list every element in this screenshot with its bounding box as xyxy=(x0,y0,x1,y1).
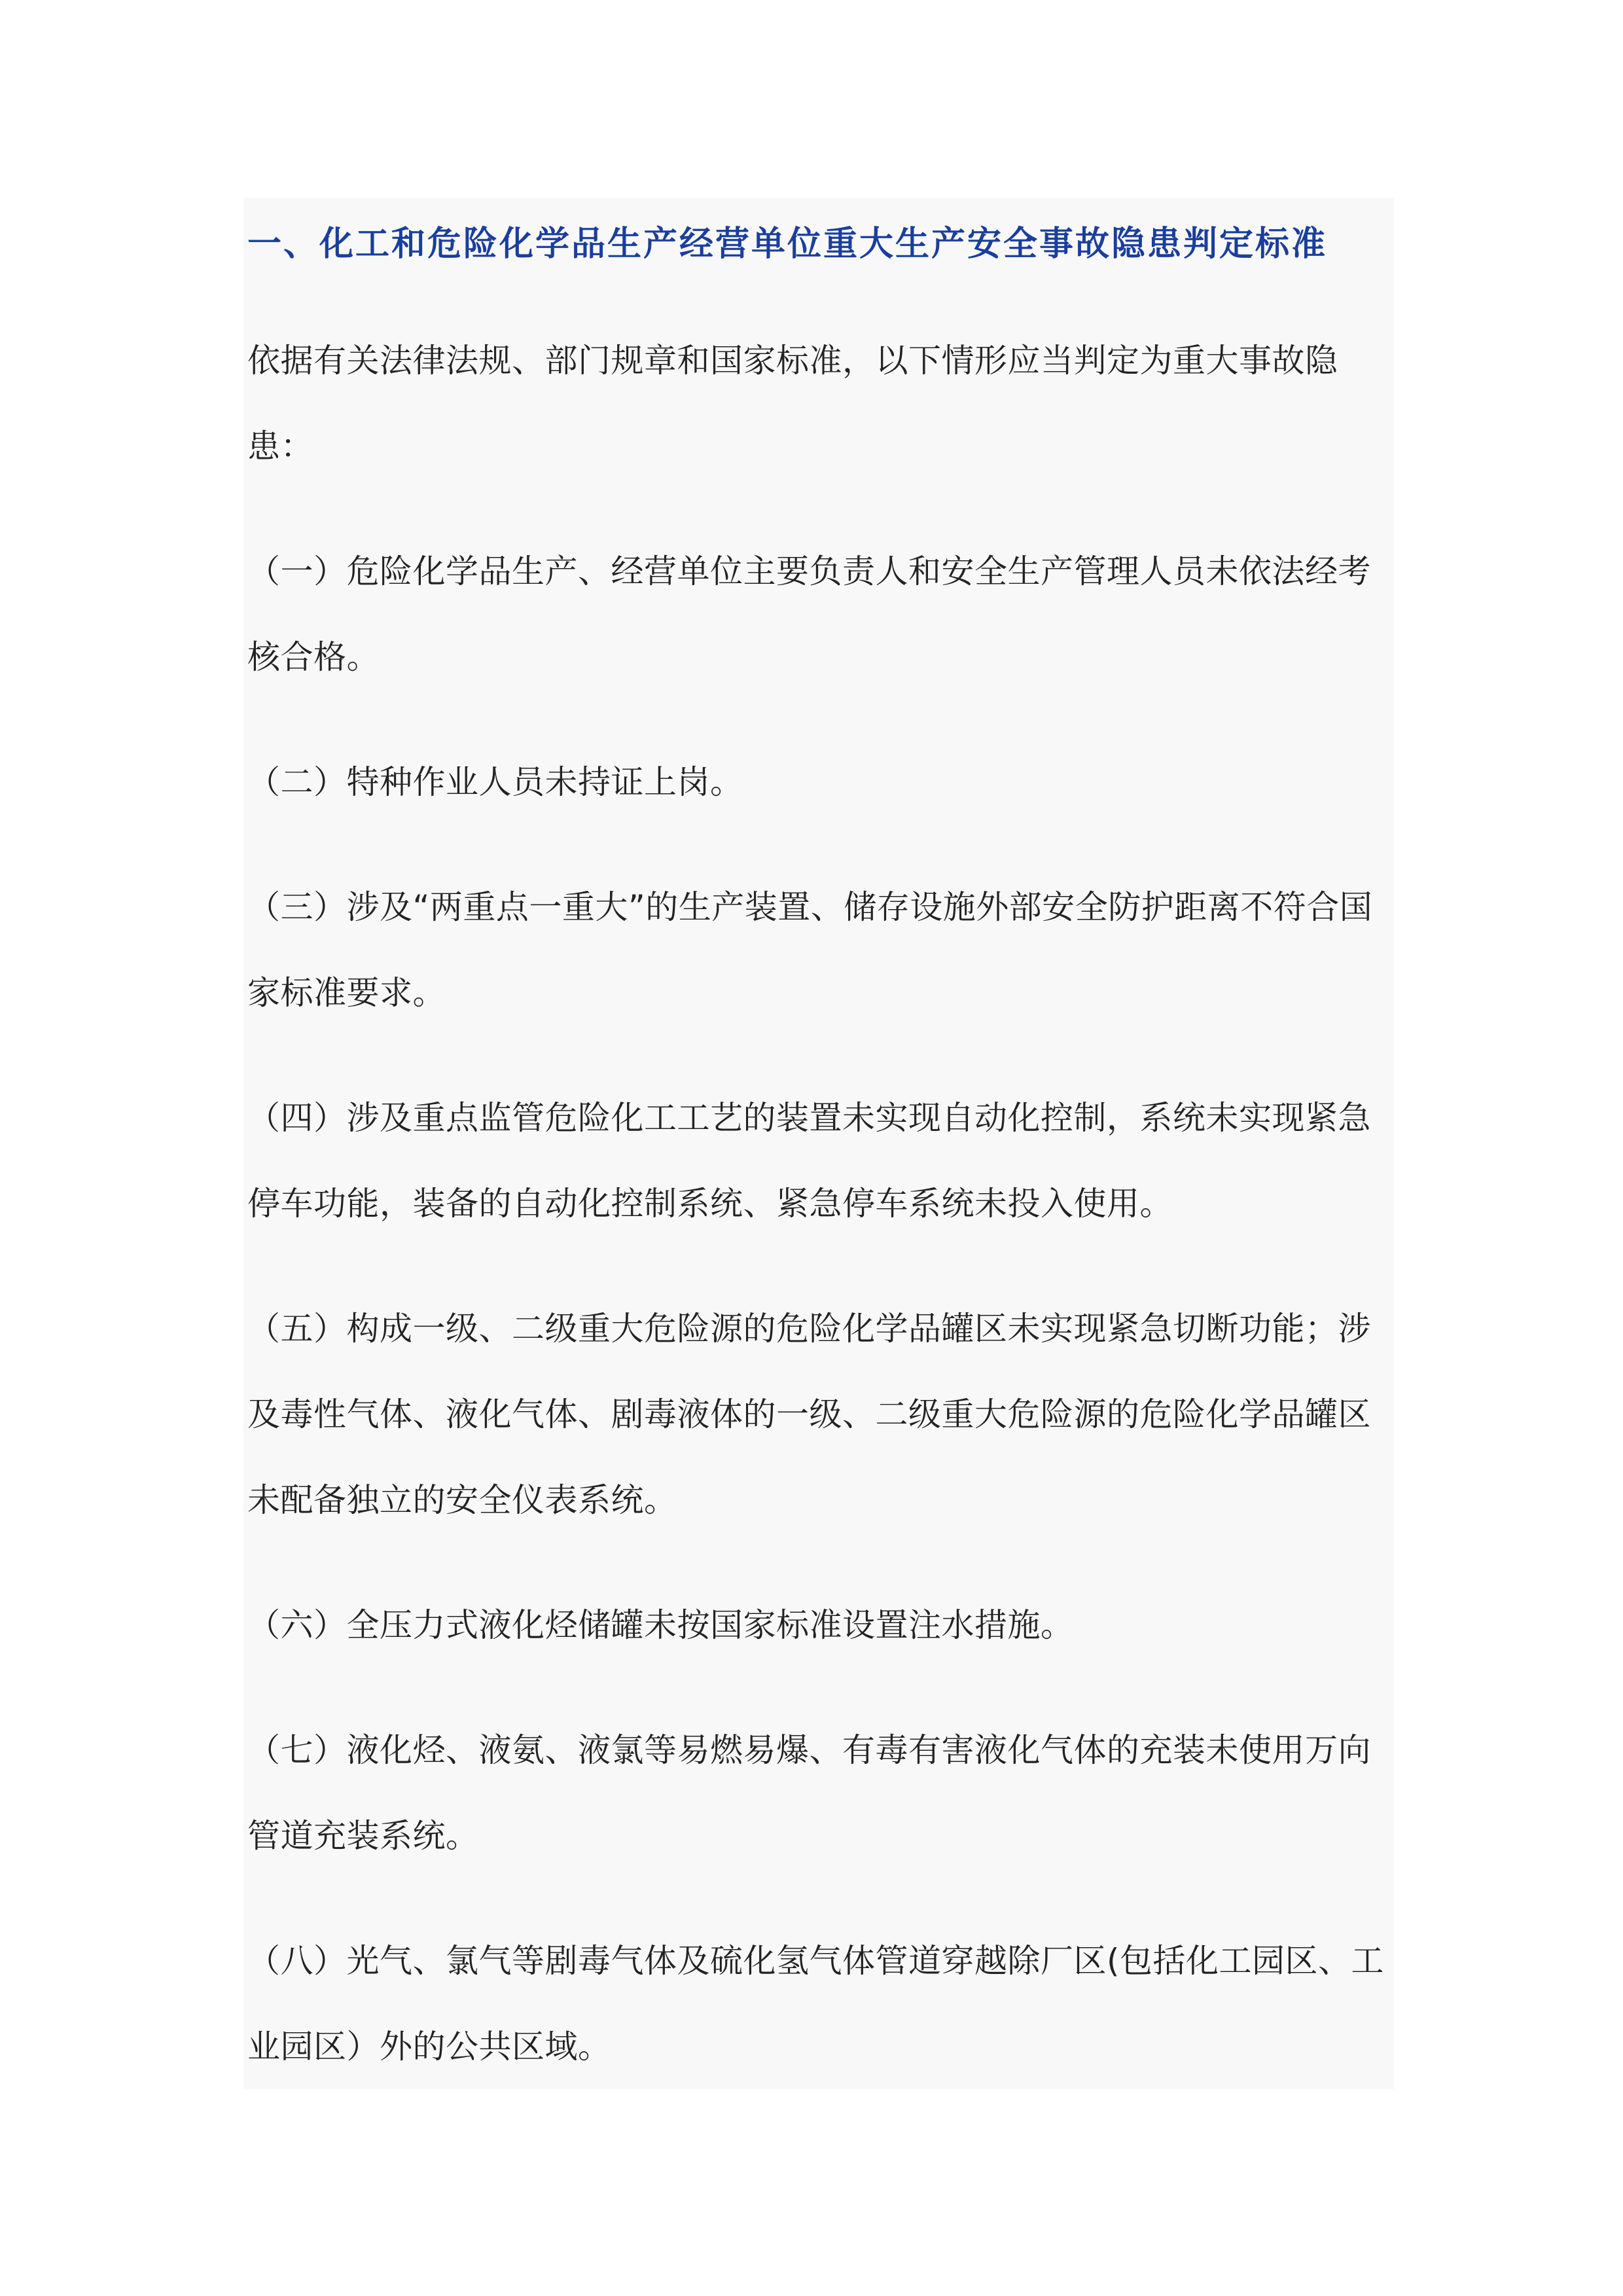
list-item-8: （八）光气、氯气等剧毒气体及硫化氢气体管道穿越除厂区(包括化工园区、工业园区）外的公共区域。 xyxy=(247,1942,1385,2066)
list-item-3: （三）涉及“两重点一重大”的生产装置、储存设施外部安全防护距离不符合国家标准要求。 xyxy=(247,888,1373,1012)
list-item-5: （五）构成一级、二级重大危险源的危险化学品罐区未实现紧急切断功能；涉及毒性气体、液化气体、剧毒液体的一级、二级重大危险源的危险化学品罐区未配备独立的安全仪表系统。 xyxy=(247,1310,1371,1519)
list-item-2: （二）特种作业人员未持证上岗。 xyxy=(247,763,743,801)
list-item-4: （四）涉及重点监管危险化工工艺的装置未实现自动化控制，系统未实现紧急停车功能，装备的自动化控制系统、紧急停车系统未投入使用。 xyxy=(247,1099,1371,1223)
list-item-6: （六）全压力式液化烃储罐未按国家标准设置注水措施。 xyxy=(247,1606,1074,1644)
list-item-1: （一）危险化学品生产、经营单位主要负责人和安全生产管理人员未依法经考核合格。 xyxy=(247,552,1371,676)
document-body xyxy=(247,208,1394,2090)
section-heading: 一、化工和危险化学品生产经营单位重大生产安全事故隐患判定标准 xyxy=(247,224,1328,264)
list-item-7: （七）液化烃、液氨、液氯等易燃易爆、有毒有害液化气体的充装未使用万向管道充装系统。 xyxy=(247,1731,1371,1855)
intro-paragraph: 依据有关法律法规、部门规章和国家标准，以下情形应当判定为重大事故隐患： xyxy=(247,342,1338,465)
